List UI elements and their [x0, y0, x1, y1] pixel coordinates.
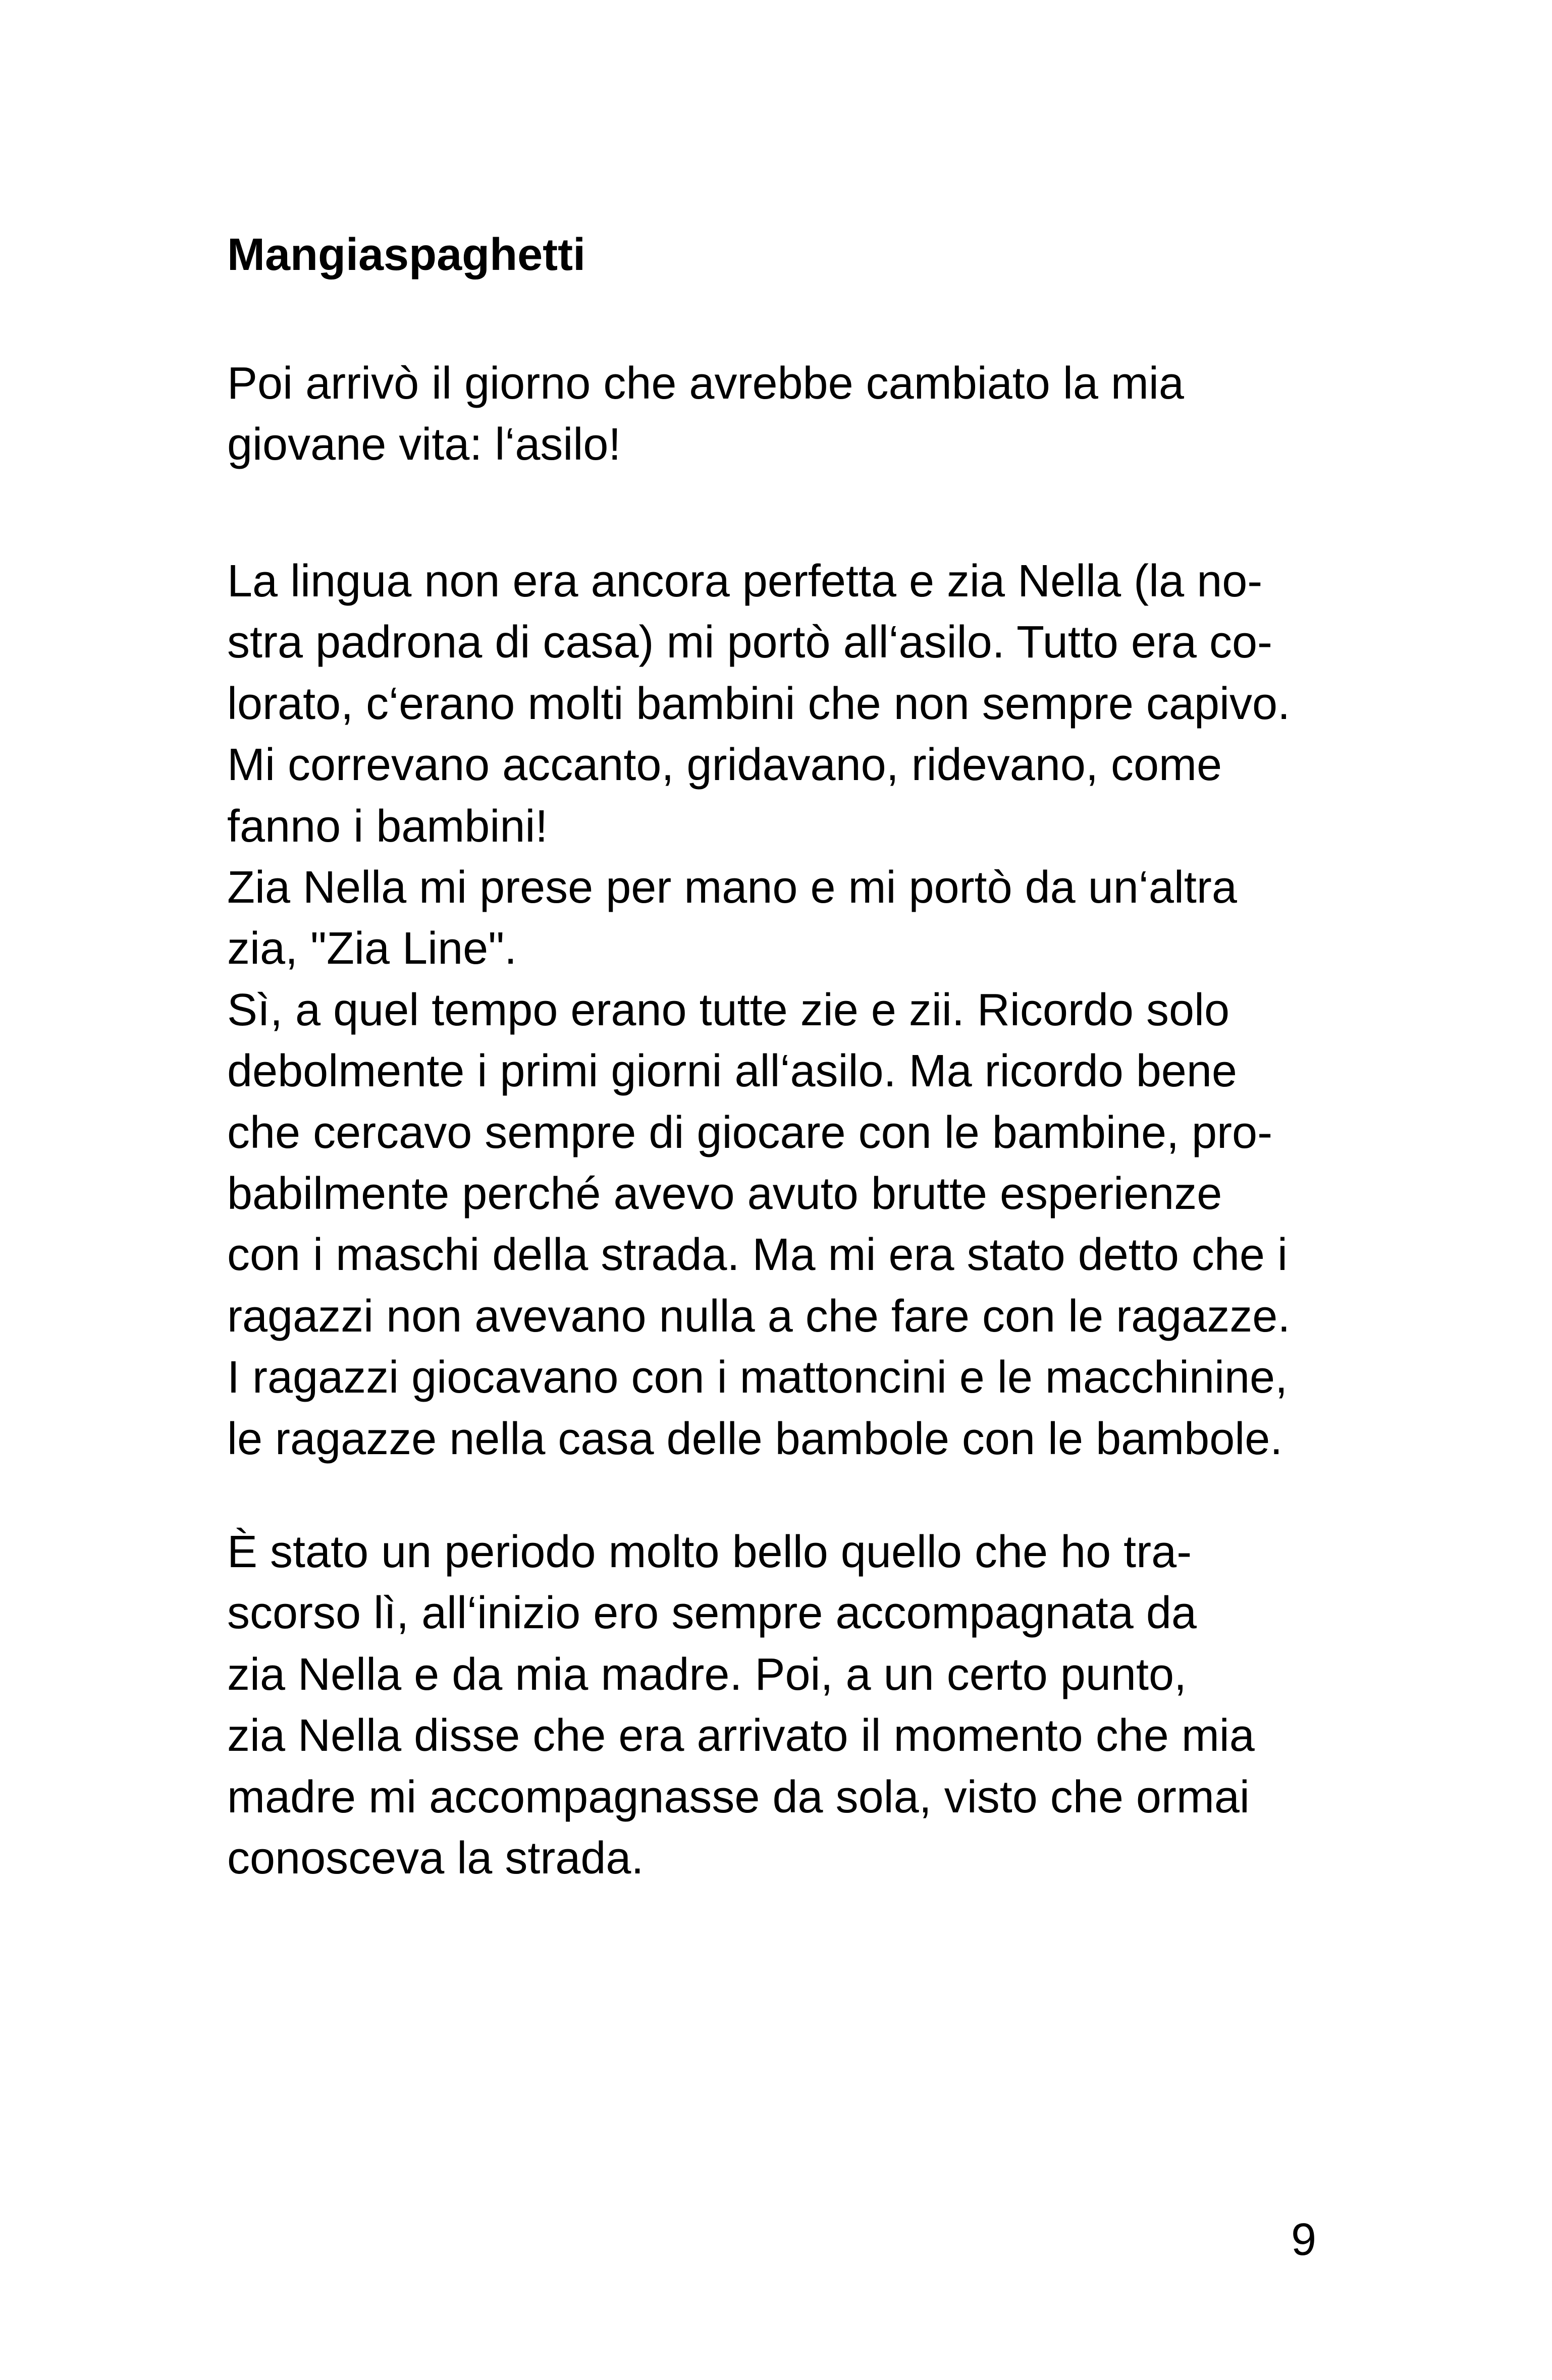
- page-number: 9: [1291, 2215, 1317, 2265]
- text-line: Mi correvano accanto, gridavano, ridevano, come: [227, 740, 1222, 791]
- text-line: La lingua non era ancora perfetta e zia Nella (la no-: [227, 556, 1263, 606]
- paragraph-2: [227, 551, 1290, 1470]
- text-line: zia, "Zia Line".: [227, 923, 517, 974]
- text-line: ragazzi non avevano nulla a che fare con le ragazze.: [227, 1291, 1291, 1342]
- paragraph-3: [227, 1522, 1255, 1889]
- text-line: zia Nella disse che era arrivato il momento che mia: [227, 1710, 1255, 1761]
- text-line: fanno i bambini!: [227, 801, 548, 852]
- text-line: giovane vita: l‘asilo!: [227, 419, 621, 470]
- chapter-title: Mangiaspaghetti: [227, 230, 586, 280]
- text-line: scorso lì, all‘inizio ero sempre accompagnata da: [227, 1588, 1197, 1639]
- text-line: con i maschi della strada. Ma mi era stato detto che i: [227, 1230, 1288, 1281]
- text-line: I ragazzi giocavano con i mattoncini e le macchinine,: [227, 1352, 1288, 1403]
- text-line: debolmente i primi giorni all‘asilo. Ma ricordo bene: [227, 1046, 1237, 1097]
- text-line: madre mi accompagnasse da sola, visto che ormai: [227, 1772, 1250, 1822]
- text-line: Sì, a quel tempo erano tutte zie e zii. Ricordo solo: [227, 984, 1230, 1035]
- text-line: conosceva la strada.: [227, 1833, 644, 1884]
- text-line: Zia Nella mi prese per mano e mi portò da un‘altra: [227, 862, 1237, 913]
- paragraph-1: [227, 353, 1184, 476]
- text-line: zia Nella e da mia madre. Poi, a un certo punto,: [227, 1649, 1187, 1700]
- text-line: lorato, c‘erano molti bambini che non sempre capivo.: [227, 678, 1291, 729]
- text-line: le ragazze nella casa delle bambole con le bambole.: [227, 1413, 1283, 1464]
- text-line: che cercavo sempre di giocare con le bambine, pro-: [227, 1107, 1273, 1158]
- text-line: Poi arrivò il giorno che avrebbe cambiato la mia: [227, 358, 1184, 409]
- text-line: babilmente perché avevo avuto brutte esperienze: [227, 1169, 1222, 1220]
- text-line: È stato un periodo molto bello quello che ho tra-: [227, 1527, 1192, 1577]
- text-line: stra padrona di casa) mi portò all‘asilo. Tutto era co-: [227, 617, 1272, 668]
